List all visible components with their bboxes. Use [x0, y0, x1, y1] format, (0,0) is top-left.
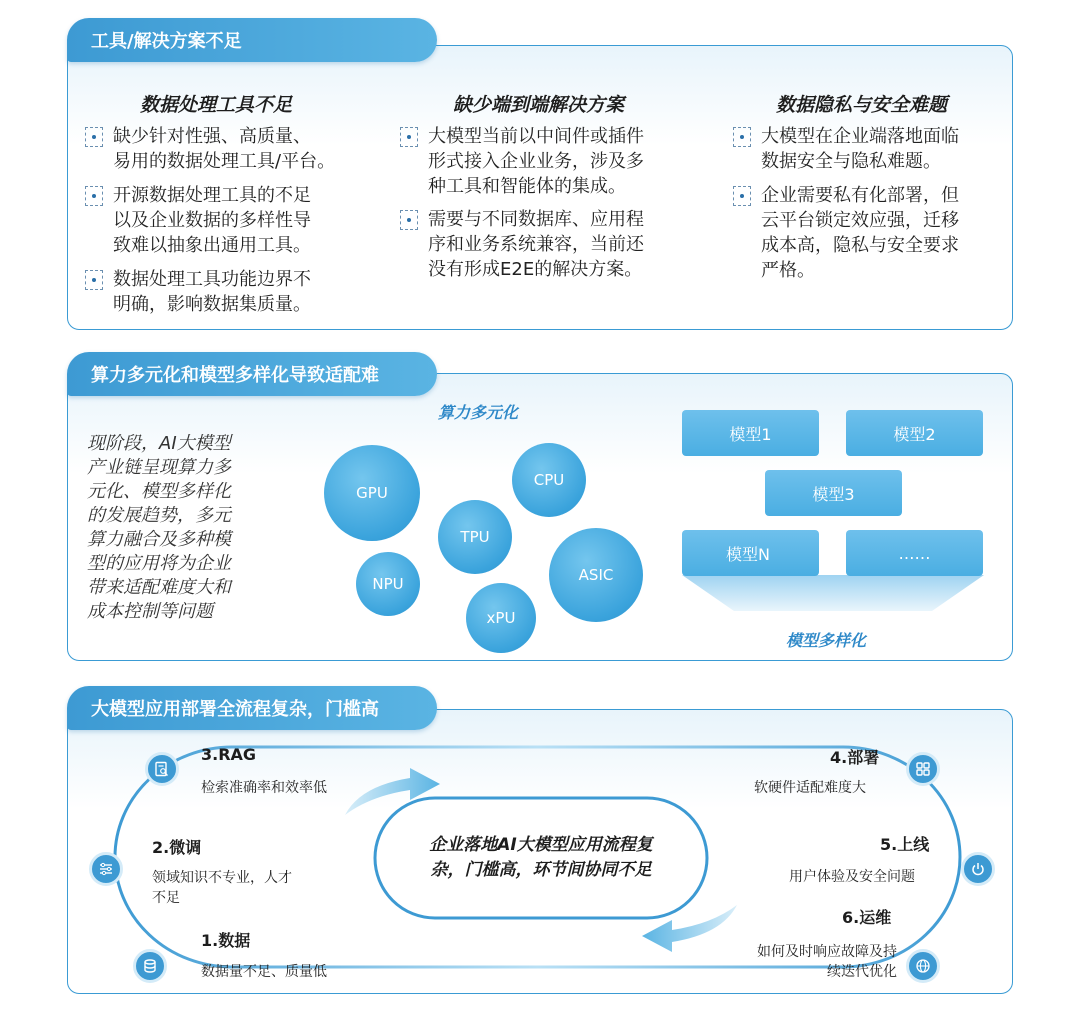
intro-line: 元化、模型多样化 — [87, 481, 231, 502]
bullet-line: 大模型当前以中间件或插件 — [428, 126, 644, 147]
section-tools-title: 工具/解决方案不足 — [91, 31, 242, 52]
model-n: 模型N — [682, 530, 819, 576]
chip-npu: NPU — [356, 552, 420, 616]
bullet-line: 以及企业数据的多样性导 — [113, 210, 311, 231]
bullet-line: 形式接入企业业务，涉及多 — [428, 151, 644, 172]
step-3-title: 3.RAG — [201, 745, 257, 764]
chip-tpu: TPU — [438, 500, 512, 574]
model-2: 模型2 — [846, 410, 983, 456]
column-title-privacy: 数据隐私与安全难题 — [776, 94, 948, 116]
intro-line: 带来适配难度大和 — [87, 577, 231, 598]
compute-label: 算力多元化 — [438, 403, 519, 422]
intro-line: 算力融合及多种模 — [87, 529, 231, 550]
section-compute-title: 算力多元化和模型多样化导致适配难 — [91, 365, 379, 386]
step-6-desc-line: 续迭代优化 — [827, 964, 897, 980]
chip-xpu: xPU — [466, 583, 536, 653]
intro-line: 的发展趋势，多元 — [87, 505, 231, 526]
bullet-line: 数据安全与隐私难题。 — [761, 151, 941, 172]
bullet-line: 致难以抽象出通用工具。 — [113, 235, 311, 256]
step-1-desc: 数据量不足、质量低 — [201, 964, 327, 980]
bullet-line: 没有形成E2E的解决方案。 — [428, 259, 643, 280]
bullet-line: 序和业务系统兼容，当前还 — [428, 234, 644, 255]
step-6-title: 6.运维 — [842, 908, 892, 927]
step-1-title: 1.数据 — [201, 931, 251, 950]
bullet-line: 成本高，隐私与安全要求 — [761, 235, 959, 256]
column-title-data-tools: 数据处理工具不足 — [140, 94, 293, 116]
step-2-desc — [152, 868, 292, 908]
bullet-line: 严格。 — [761, 260, 815, 281]
intro-line: 产业链呈现算力多 — [87, 457, 231, 478]
bullet-line: 明确，影响数据集质量。 — [113, 294, 311, 315]
model-1: 模型1 — [682, 410, 819, 456]
step-6-desc — [735, 942, 897, 982]
chip-cpu: CPU — [512, 443, 586, 517]
step-6-desc-line: 如何及时响应故障及持 — [757, 944, 897, 960]
section-deploy-title: 大模型应用部署全流程复杂，门槛高 — [91, 699, 379, 720]
document-search-icon — [145, 752, 179, 786]
power-icon — [961, 852, 995, 886]
intro-line: 成本控制等问题 — [87, 601, 213, 622]
sliders-icon — [89, 852, 123, 886]
bullet-line: 企业需要私有化部署，但 — [761, 185, 959, 206]
model-label: 模型多样化 — [786, 631, 867, 650]
bullet-line: 云平台锁定效应强，迁移 — [761, 210, 959, 231]
bullet-line: 需要与不同数据库、应用程 — [428, 209, 644, 230]
column-title-e2e: 缺少端到端解决方案 — [453, 94, 625, 116]
model-3: 模型3 — [765, 470, 902, 516]
bullet-line: 易用的数据处理工具/平台。 — [113, 151, 336, 172]
step-3-desc: 检索准确率和效率低 — [201, 780, 327, 796]
step-2-desc-line: 领域知识不专业，人才 — [152, 870, 292, 886]
chip-asic: ASIC — [549, 528, 643, 622]
center-text — [410, 833, 672, 883]
step-4-title: 4.部署 — [830, 748, 880, 767]
step-2-desc-line: 不足 — [152, 890, 180, 906]
intro-line: 现阶段，AI大模型 — [87, 433, 231, 454]
model-ellipsis: …… — [846, 530, 983, 576]
bullet-line: 大模型在企业端落地面临 — [761, 126, 959, 147]
globe-icon — [906, 949, 940, 983]
bullet-line: 缺少针对性强、高质量、 — [113, 126, 311, 147]
chip-gpu: GPU — [324, 445, 420, 541]
center-line: 企业落地AI大模型应用流程复 — [429, 835, 653, 855]
step-5-title: 5.上线 — [880, 835, 930, 854]
bullet-line: 数据处理工具功能边界不 — [113, 269, 311, 290]
database-icon — [133, 949, 167, 983]
bullet-line: 种工具和智能体的集成。 — [428, 176, 626, 197]
grid-apps-icon — [906, 752, 940, 786]
step-5-desc: 用户体验及安全问题 — [789, 869, 915, 885]
step-4-desc: 软硬件适配难度大 — [754, 780, 866, 796]
center-line: 杂，门槛高，环节间协同不足 — [430, 860, 652, 880]
intro-line: 型的应用将为企业 — [87, 553, 231, 574]
step-2-title: 2.微调 — [152, 838, 202, 857]
bullet-line: 开源数据处理工具的不足 — [113, 185, 311, 206]
